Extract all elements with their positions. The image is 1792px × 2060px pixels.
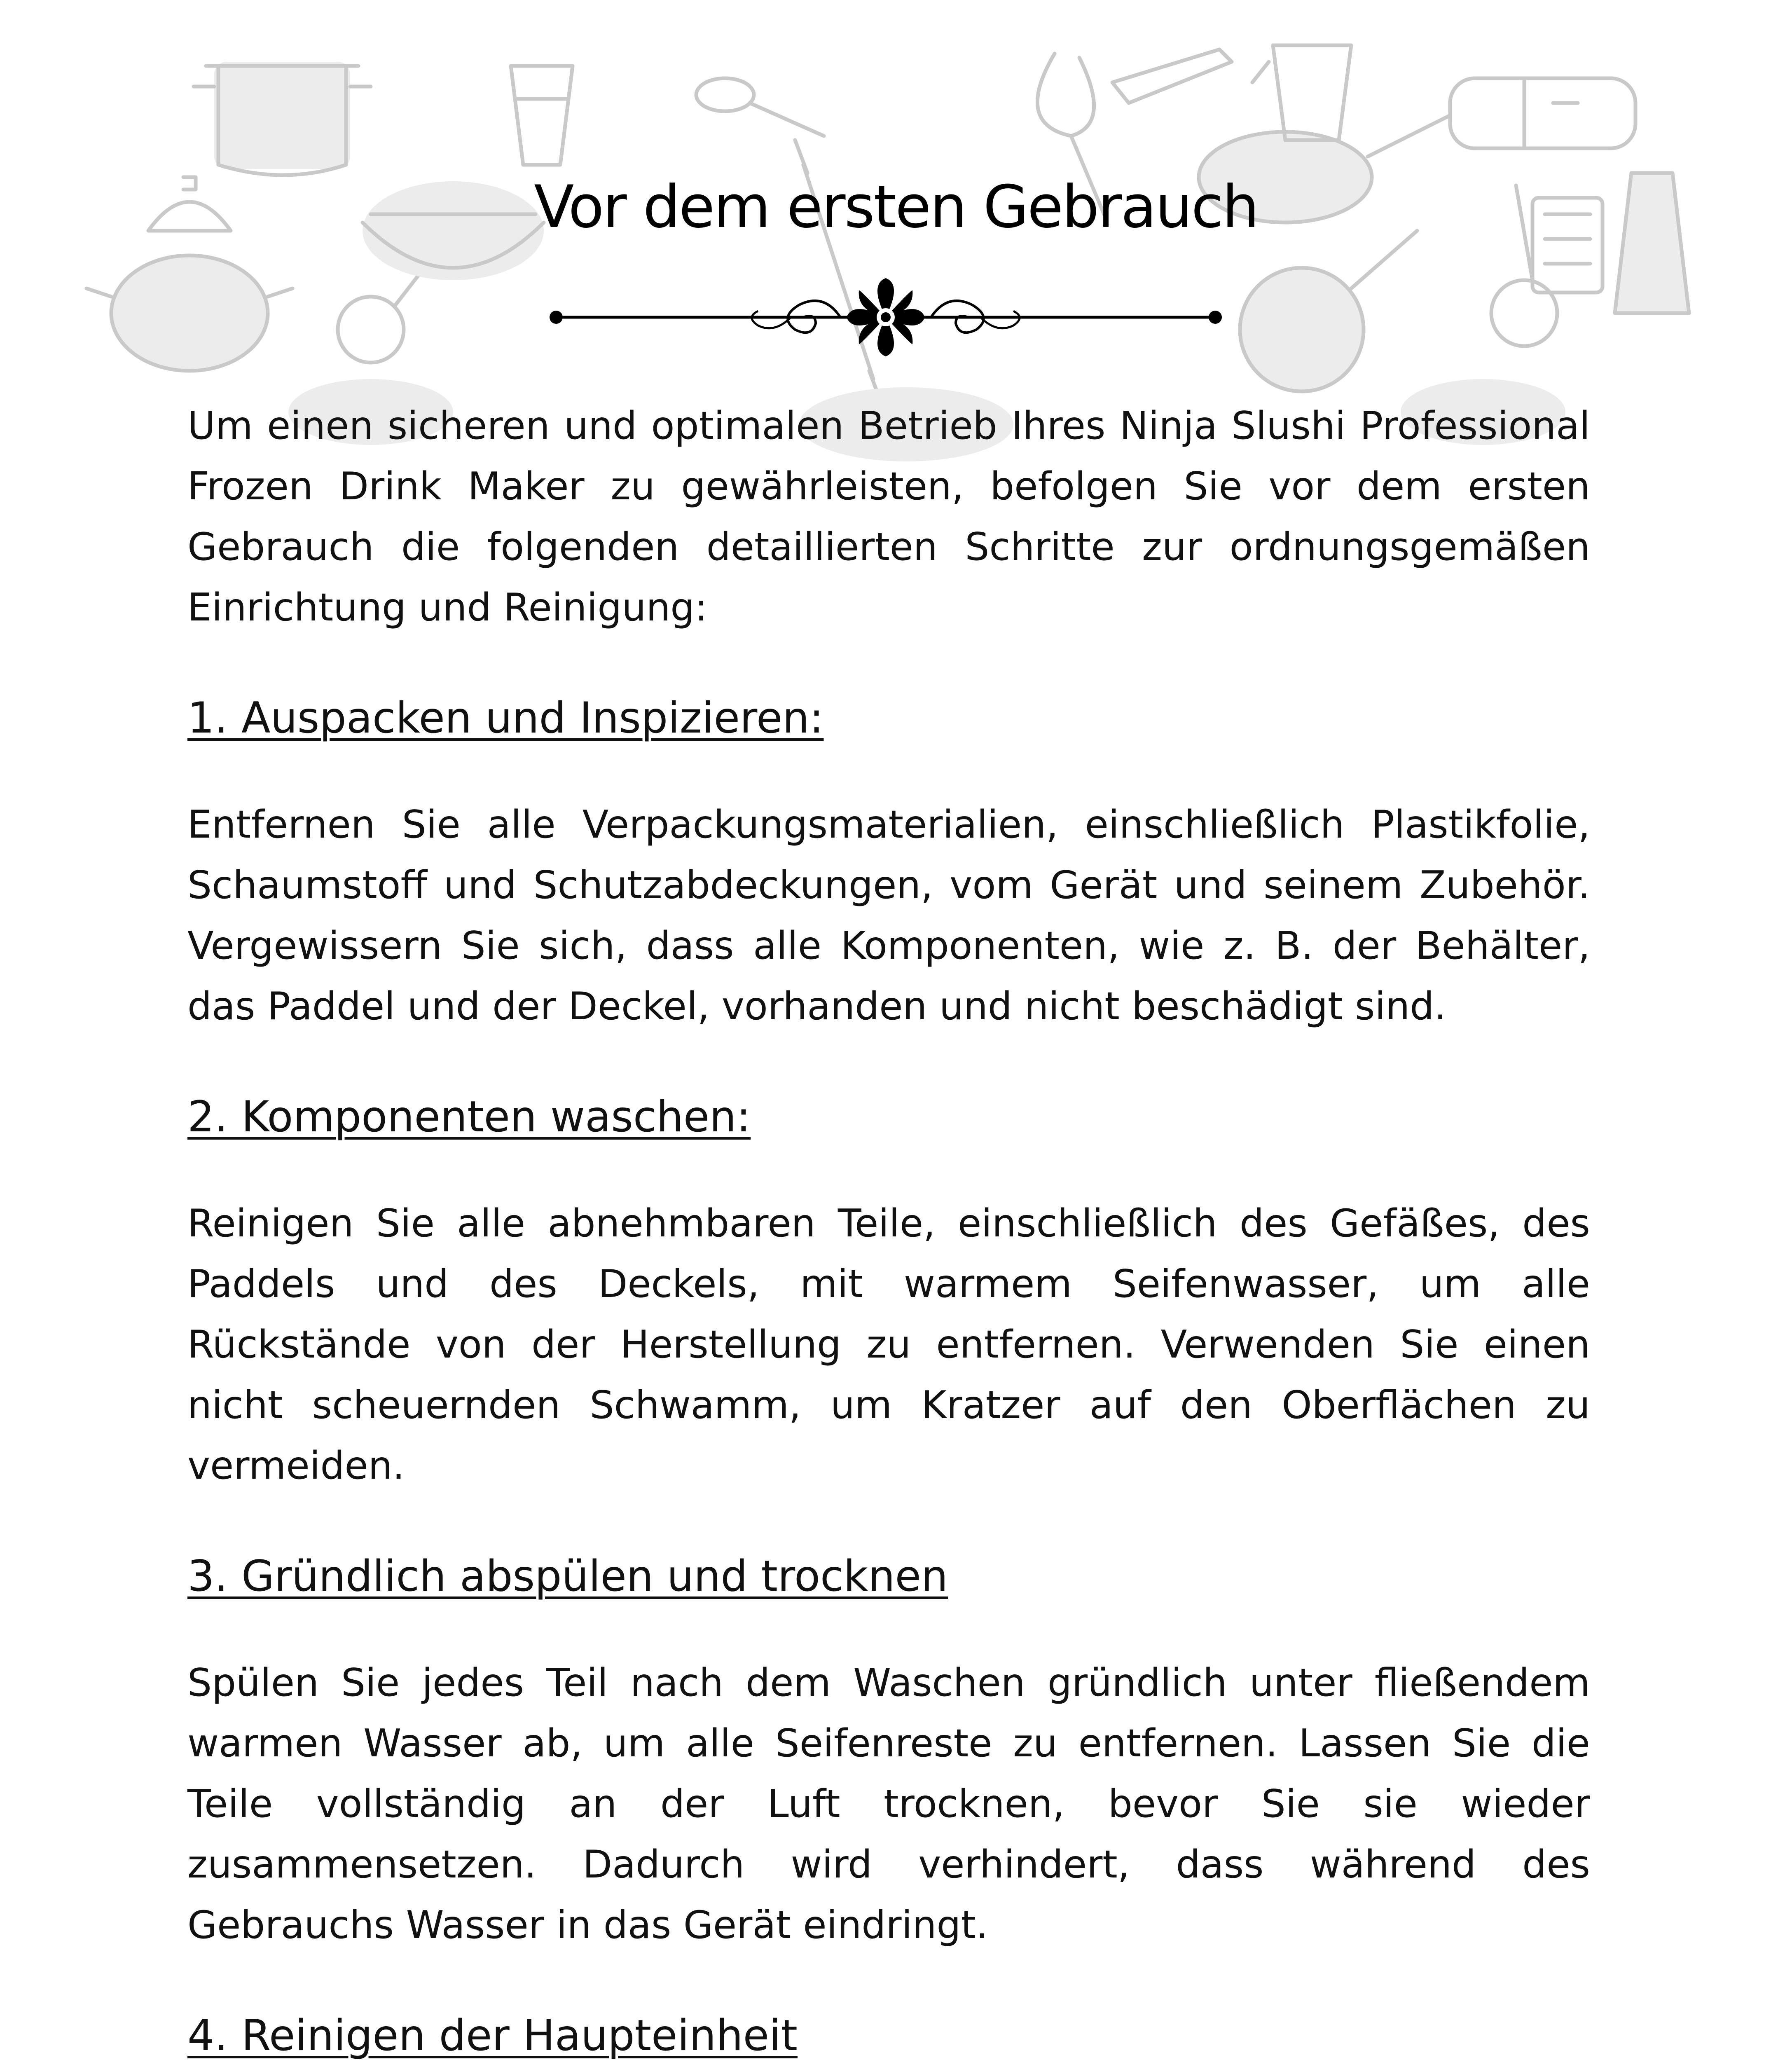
intro-paragraph: Um einen sicheren und optimalen Betrieb Ihres Ninja Slushi Professional Frozen Drink Maker zu gewährleisten, befolgen Sie vor dem ersten Gebrauch die folgenden detaillierten Schritte zur ordnungsgemäßen Einrichtung und Reinigung: (187, 403, 1590, 630)
section-body-2: Reinigen Sie alle abnehmbaren Teile, einschließlich des Gefäßes, des Paddels und des Deckels, mit warmem Seifenwasser, um alle Rückstände von der Herstellung zu entfernen. Verwenden Sie einen nicht scheuernden Schwamm, um Kratzer auf den Oberflächen zu vermeiden. (187, 1201, 1590, 1488)
section-heading-4: 4. Reinigen der Haupteinheit (187, 2011, 798, 2060)
glass-icon (511, 66, 573, 165)
section-heading-2: 2. Komponenten waschen: (187, 1092, 751, 1142)
page-title: Vor dem ersten Gebrauch (534, 173, 1258, 241)
jug-icon (1252, 45, 1351, 140)
document-body (187, 396, 1590, 2060)
knife-icon (1112, 49, 1232, 103)
belt-mold-icon (1450, 78, 1635, 148)
colander-icon (1240, 231, 1417, 391)
section-body-3: Spülen Sie jedes Teil nach dem Waschen gründlich unter fließendem warmen Wasser ab, um alle Seifenreste zu entfernen. Lassen Sie die Teile vollständig an der Luft trocknen, bevor Sie sie wieder zusammensetzen. Dadurch wird verhindert, dass während des Gebrauchs Wasser in das Gerät eindringt. (187, 1660, 1590, 1947)
spoon-icon (696, 78, 824, 136)
pot-icon (194, 62, 371, 175)
flower-divider-icon (544, 276, 1228, 358)
section-body-1: Entfernen Sie alle Verpackungsmaterialien, einschließlich Plastikfolie, Schaumstoff und Schutzabdeckungen, vom Gerät und seinem Zubehör. Vergewissern Sie sich, dass alle Komponenten, wie z. B. der Behälter, das Paddel und der Deckel, vorhanden und nicht beschädigt sind. (187, 802, 1590, 1028)
casserole-icon (87, 255, 292, 371)
section-heading-1: 1. Auspacken und Inspizieren: (187, 693, 824, 743)
section-heading-3: 3. Gründlich abspülen und trocknen (187, 1552, 948, 1601)
